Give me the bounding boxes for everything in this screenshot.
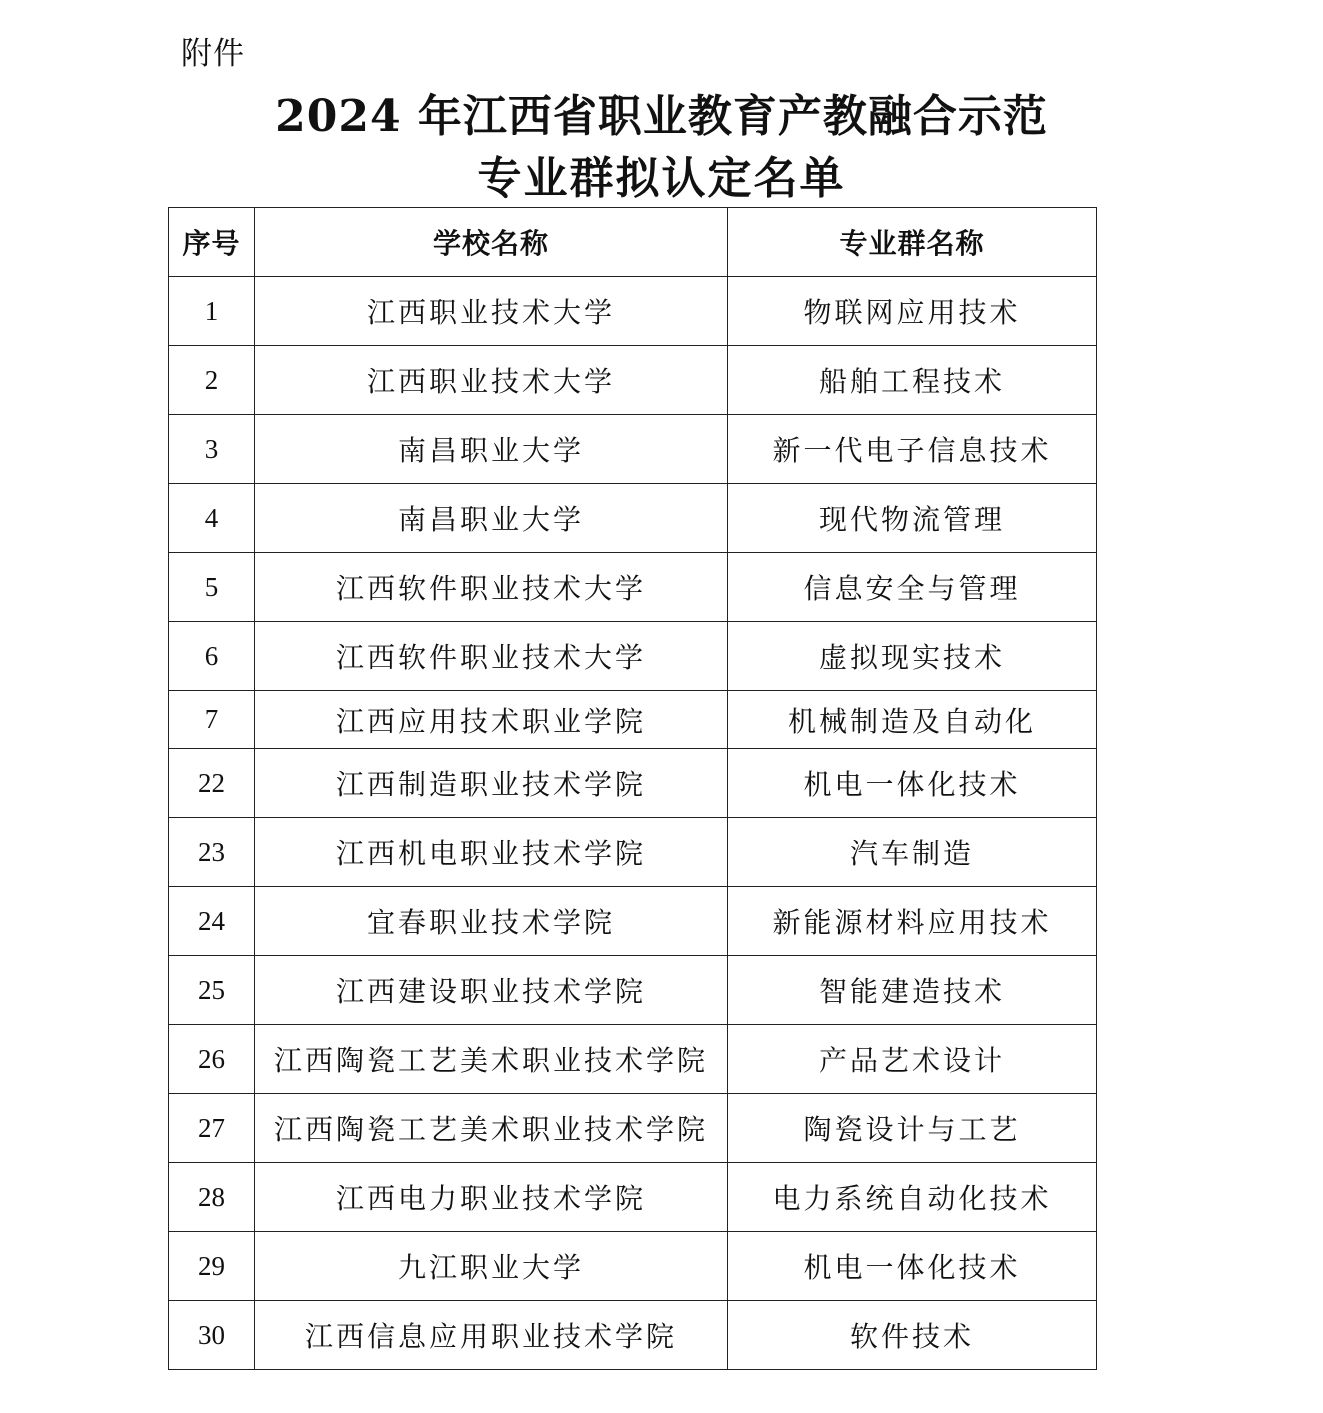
row-major-group: 软件技术	[728, 1301, 1097, 1370]
row-major-group: 智能建造技术	[728, 956, 1097, 1025]
row-school: 江西软件职业技术大学	[255, 553, 728, 622]
header-school: 学校名称	[255, 208, 728, 277]
attachment-label: 附件	[181, 36, 245, 72]
row-major-group: 机械制造及自动化	[728, 691, 1097, 749]
table-row	[169, 749, 1097, 818]
table-row	[169, 1094, 1097, 1163]
row-school: 江西职业技术大学	[255, 277, 728, 346]
row-index: 22	[169, 749, 255, 818]
header-index: 序号	[169, 208, 255, 277]
table-row	[169, 484, 1097, 553]
recognition-list-table	[168, 207, 1097, 1370]
row-major-group: 虚拟现实技术	[728, 622, 1097, 691]
row-major-group: 新能源材料应用技术	[728, 887, 1097, 956]
header-major-group: 专业群名称	[728, 208, 1097, 277]
row-school: 江西应用技术职业学院	[255, 691, 728, 749]
page-title-line-2: 专业群拟认定名单	[477, 153, 846, 204]
table-row	[169, 691, 1097, 749]
row-major-group: 信息安全与管理	[728, 553, 1097, 622]
row-school: 江西电力职业技术学院	[255, 1163, 728, 1232]
row-index: 23	[169, 818, 255, 887]
row-school: 江西建设职业技术学院	[255, 956, 728, 1025]
row-index: 6	[169, 622, 255, 691]
table-row	[169, 415, 1097, 484]
row-school: 江西陶瓷工艺美术职业技术学院	[255, 1025, 728, 1094]
row-major-group: 陶瓷设计与工艺	[728, 1094, 1097, 1163]
row-index: 27	[169, 1094, 255, 1163]
table-row	[169, 1163, 1097, 1232]
row-school: 江西信息应用职业技术学院	[255, 1301, 728, 1370]
table-row	[169, 346, 1097, 415]
row-index: 30	[169, 1301, 255, 1370]
table-row	[169, 1025, 1097, 1094]
row-index: 28	[169, 1163, 255, 1232]
row-school: 九江职业大学	[255, 1232, 728, 1301]
row-index: 5	[169, 553, 255, 622]
row-school: 南昌职业大学	[255, 415, 728, 484]
row-index: 2	[169, 346, 255, 415]
row-index: 1	[169, 277, 255, 346]
row-school: 江西陶瓷工艺美术职业技术学院	[255, 1094, 728, 1163]
row-major-group: 物联网应用技术	[728, 277, 1097, 346]
row-school: 宜春职业技术学院	[255, 887, 728, 956]
table-row	[169, 887, 1097, 956]
table-row	[169, 956, 1097, 1025]
row-index: 3	[169, 415, 255, 484]
row-index: 4	[169, 484, 255, 553]
table-row	[169, 622, 1097, 691]
page-title-line-1: 2024 年江西省职业教育产教融合示范	[275, 91, 1048, 142]
row-school: 江西机电职业技术学院	[255, 818, 728, 887]
row-major-group: 电力系统自动化技术	[728, 1163, 1097, 1232]
row-index: 24	[169, 887, 255, 956]
table-row	[169, 553, 1097, 622]
row-major-group: 现代物流管理	[728, 484, 1097, 553]
row-major-group: 机电一体化技术	[728, 1232, 1097, 1301]
row-major-group: 新一代电子信息技术	[728, 415, 1097, 484]
row-major-group: 产品艺术设计	[728, 1025, 1097, 1094]
row-index: 25	[169, 956, 255, 1025]
table-row	[169, 818, 1097, 887]
table-row	[169, 1232, 1097, 1301]
row-index: 29	[169, 1232, 255, 1301]
table-row	[169, 1301, 1097, 1370]
table-header-row	[169, 208, 1097, 277]
row-index: 26	[169, 1025, 255, 1094]
table-row	[169, 277, 1097, 346]
row-school: 江西软件职业技术大学	[255, 622, 728, 691]
row-major-group: 机电一体化技术	[728, 749, 1097, 818]
row-major-group: 汽车制造	[728, 818, 1097, 887]
row-major-group: 船舶工程技术	[728, 346, 1097, 415]
row-school: 江西职业技术大学	[255, 346, 728, 415]
row-school: 南昌职业大学	[255, 484, 728, 553]
row-index: 7	[169, 691, 255, 749]
row-school: 江西制造职业技术学院	[255, 749, 728, 818]
